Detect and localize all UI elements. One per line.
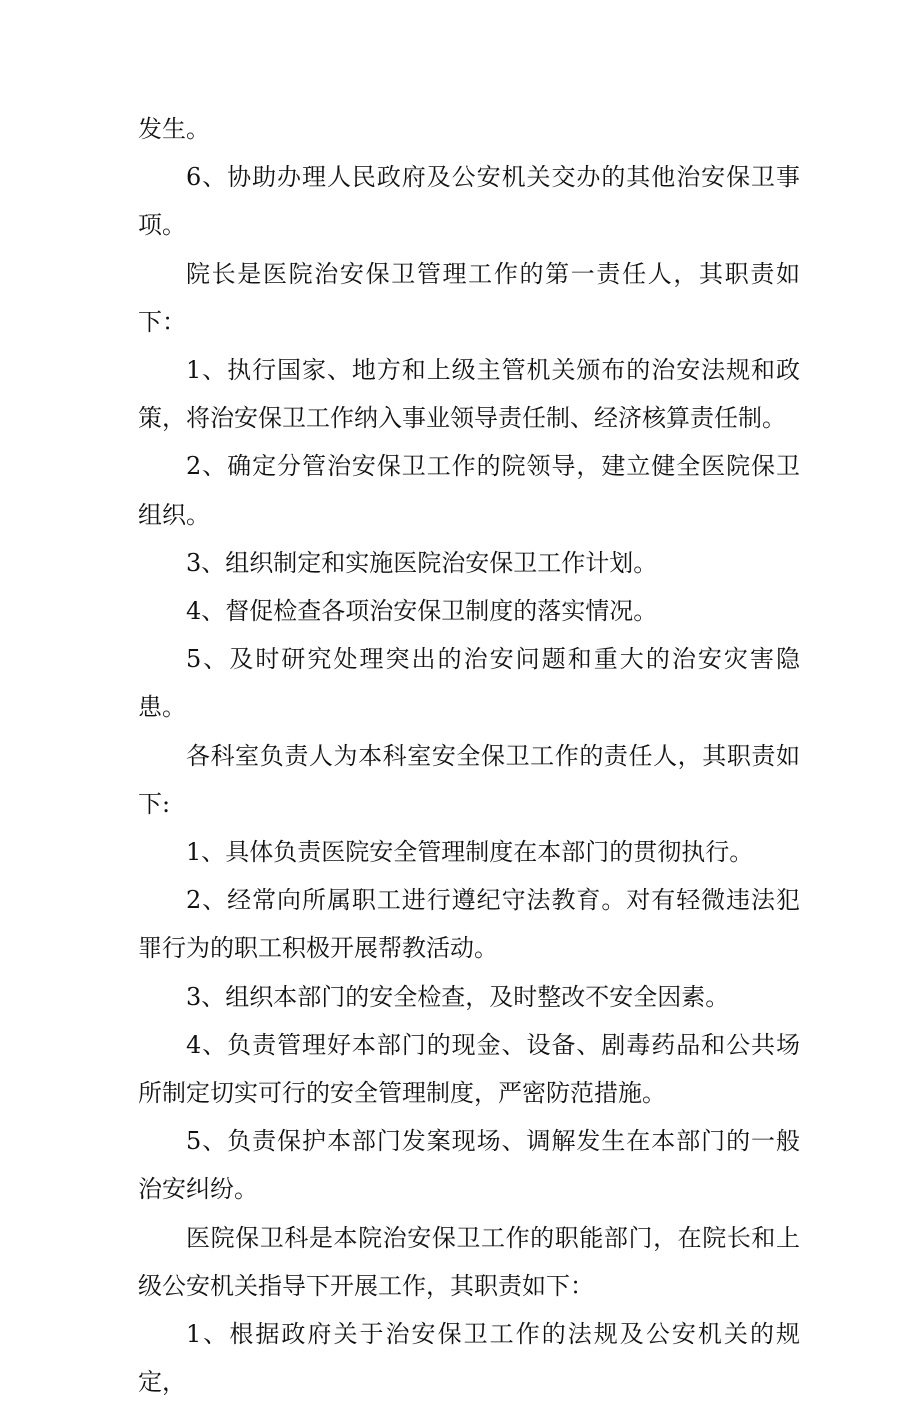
paragraph-department-item-4: 4、负责管理好本部门的现金、设备、剧毒药品和公共场所制定切实可行的安全管理制度，严密防范措施。 (138, 1030, 800, 1108)
paragraph-department-item-5: 5、负责保护本部门发案现场、调解发生在本部门的一般治安纠纷。 (138, 1127, 800, 1204)
paragraph-director-duties-heading: 院长是医院治安保卫管理工作的第一责任人，其职责如下： (138, 259, 800, 336)
paragraph-continuation: 发生。 (138, 115, 210, 143)
document-page (138, 105, 800, 1406)
paragraph-director-item-1: 1、执行国家、地方和上级主管机关颁布的治安法规和政策，将治安保卫工作纳入事业领导责任制、经济核算责任制。 (138, 356, 800, 433)
paragraph-director-item-5: 5、及时研究处理突出的治安问题和重大的治安灾害隐患。 (138, 645, 800, 722)
paragraph-department-item-2: 2、经常向所属职工进行遵纪守法教育。对有轻微违法犯罪行为的职工积极开展帮教活动。 (138, 886, 800, 963)
paragraph-security-dept-item-1: 1、根据政府关于治安保卫工作的法规及公安机关的规定， (138, 1320, 800, 1397)
paragraph-director-item-4: 4、督促检查各项治安保卫制度的落实情况。 (186, 597, 658, 626)
paragraph-director-item-2: 2、确定分管治安保卫工作的院领导，建立健全医院保卫组织。 (138, 452, 800, 529)
paragraph-department-item-1: 1、具体负责医院安全管理制度在本部门的贯彻执行。 (186, 838, 754, 867)
paragraph-item-6: 6、协助办理人民政府及公安机关交办的其他治安保卫事项。 (138, 163, 800, 240)
paragraph-department-item-3: 3、组织本部门的安全检查，及时整改不安全因素。 (186, 982, 730, 1011)
paragraph-department-duties-heading: 各科室负责人为本科室安全保卫工作的责任人，其职责如下: (138, 741, 800, 818)
paragraph-director-item-3: 3、组织制定和实施医院治安保卫工作计划。 (186, 548, 658, 577)
paragraph-security-dept-heading: 医院保卫科是本院治安保卫工作的职能部门，在院长和上级公安机关指导下开展工作，其职责如下： (138, 1223, 800, 1300)
